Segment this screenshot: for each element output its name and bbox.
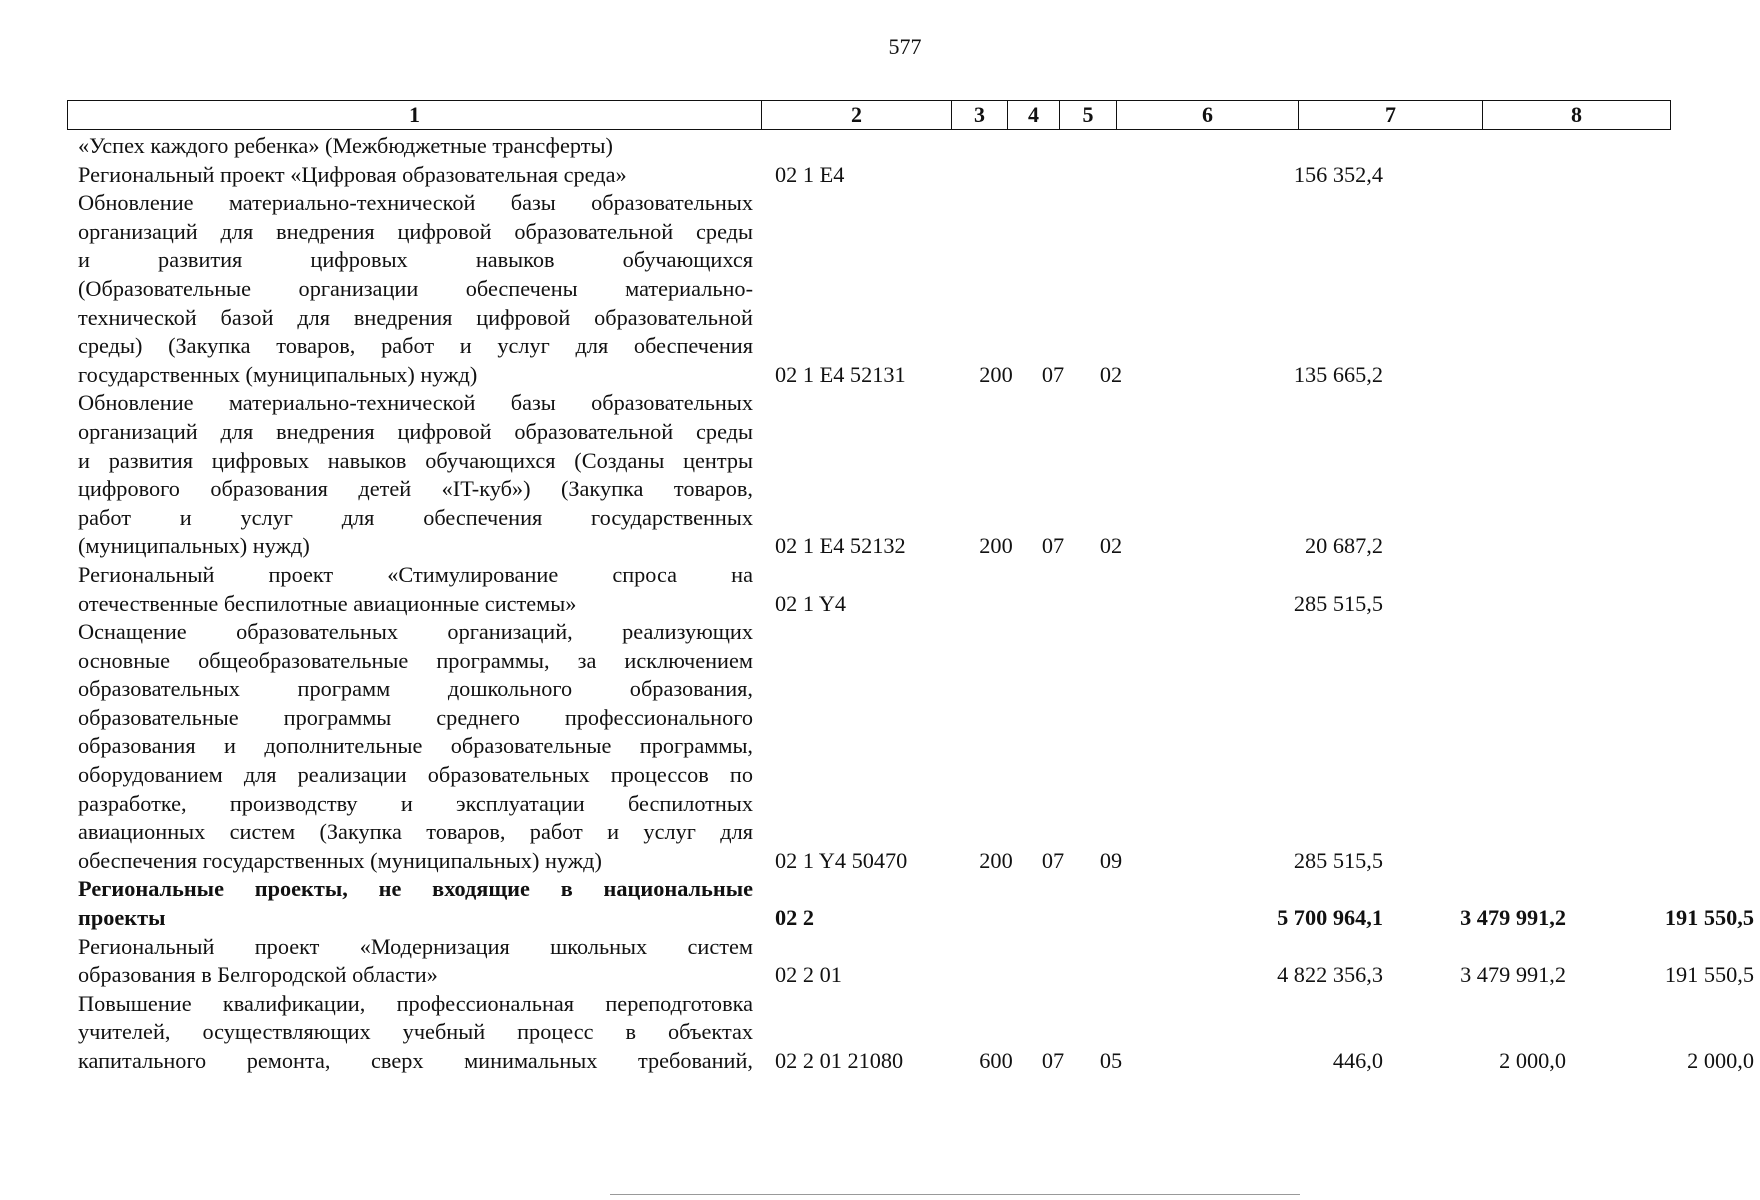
description-line: отечественные беспилотные авиационные системы»: [78, 590, 577, 616]
table-row: [78, 618, 1678, 875]
description-line: и развития цифровых навыков обучающихся: [78, 247, 753, 273]
description-line: технической базой для внедрения цифровой образовательной: [78, 304, 753, 330]
header-col-2: 2: [762, 101, 952, 130]
description-line: капитального ремонта, сверх минимальных требований,: [78, 1048, 753, 1073]
header-col-1: 1: [68, 101, 762, 130]
description-line: среды) (Закупка товаров, работ и услуг для обеспечения: [78, 333, 753, 359]
target-article-code: 02 2 01: [775, 962, 842, 988]
amount-col-7: 3 479 991,2: [1460, 905, 1566, 931]
target-article-code: 02 1 Y4 50470: [775, 847, 908, 873]
description-line: проекты: [78, 905, 166, 931]
amount-col-8: 191 550,5: [1664, 962, 1754, 988]
table-row: [78, 990, 1754, 1076]
amount-col-6: 285 515,5: [1293, 847, 1383, 873]
section: 07: [1041, 361, 1065, 387]
amount-col-7: 2 000,0: [1499, 1048, 1566, 1073]
amount-col-6: 446,0: [1332, 1048, 1383, 1073]
description-line: Повышение квалификации, профессиональная переподготовка: [78, 990, 753, 1016]
row-description: [78, 933, 753, 990]
description-line: организаций для внедрения цифровой образовательной среды: [78, 418, 753, 444]
expense-type: 200: [979, 847, 1013, 873]
amount-col-6: 4 822 356,3: [1277, 962, 1383, 988]
description-line: организаций для внедрения цифровой образовательной среды: [78, 218, 753, 244]
row-description: [78, 389, 753, 561]
budget-table-body: [78, 132, 1754, 1076]
description-line: авиационных систем (Закупка товаров, работ и услуг для: [78, 819, 753, 845]
section: 07: [1041, 533, 1065, 559]
description-line: (муниципальных) нужд): [78, 533, 310, 559]
description-line: образовательные программы среднего профессионального: [78, 704, 753, 730]
table-row: [78, 132, 1678, 161]
target-article-code: 02 2 01 21080: [775, 1048, 904, 1073]
description-line: «Успех каждого ребенка» (Межбюджетные трансферты): [78, 133, 613, 158]
row-description: [78, 990, 753, 1076]
description-line: Обновление материально-технической базы образовательных: [78, 390, 753, 416]
header-col-3: 3: [952, 101, 1008, 130]
table-row: [78, 161, 1678, 190]
description-line: основные общеобразовательные программы, за исключением: [78, 647, 753, 673]
amount-col-7: 3 479 991,2: [1460, 962, 1566, 988]
header-col-7: 7: [1299, 101, 1483, 130]
description-line: работ и услуг для обеспечения государственных: [78, 504, 753, 530]
description-line: Региональный проект «Стимулирование спроса на: [78, 561, 753, 587]
subsection: 09: [1099, 847, 1123, 873]
footer-divider: [610, 1194, 1300, 1195]
row-description: [78, 161, 753, 190]
column-header-row: [67, 100, 1671, 130]
section: 07: [1041, 1048, 1065, 1073]
table-row: [78, 189, 1678, 389]
header-col-4: 4: [1008, 101, 1060, 130]
amount-col-8: 2 000,0: [1687, 1048, 1754, 1073]
amount-col-6: 135 665,2: [1293, 361, 1383, 387]
row-description: [78, 189, 753, 389]
description-line: Региональные проекты, не входящие в национальные: [78, 876, 753, 902]
row-description: [78, 561, 753, 618]
subsection: 05: [1099, 1048, 1123, 1073]
amount-col-6: 285 515,5: [1293, 590, 1383, 616]
table-row: [78, 389, 1678, 561]
amount-col-6: 5 700 964,1: [1277, 905, 1383, 931]
table-row: [78, 561, 1678, 618]
expense-type: 600: [979, 1048, 1013, 1073]
description-line: (Образовательные организации обеспечены материально-: [78, 275, 753, 301]
target-article-code: 02 2: [775, 905, 815, 931]
description-line: образования в Белгородской области»: [78, 962, 438, 988]
description-line: государственных (муниципальных) нужд): [78, 361, 478, 387]
description-line: Оснащение образовательных организаций, реализующих: [78, 619, 753, 645]
description-line: цифрового образования детей «IT-куб») (Закупка товаров,: [78, 476, 753, 502]
row-description: [78, 875, 753, 932]
header-col-5: 5: [1060, 101, 1117, 130]
target-article-code: 02 1 Е4 52132: [775, 533, 906, 559]
target-article-code: 02 1 Y4: [775, 590, 847, 616]
description-line: учителей, осуществляющих учебный процесс в объектах: [78, 1019, 753, 1045]
description-line: и развития цифровых навыков обучающихся (Созданы центры: [78, 447, 753, 473]
expense-type: 200: [979, 361, 1013, 387]
description-line: образования и дополнительные образовательные программы,: [78, 733, 753, 759]
header-col-8: 8: [1483, 101, 1671, 130]
target-article-code: 02 1 Е4 52131: [775, 361, 906, 387]
description-line: Региональный проект «Цифровая образовательная среда»: [78, 161, 627, 187]
amount-col-8: 191 550,5: [1664, 905, 1754, 931]
table-row: [78, 875, 1754, 932]
table-row: [78, 933, 1754, 990]
amount-col-6: 20 687,2: [1304, 533, 1383, 559]
page-number: 577: [888, 34, 922, 59]
description-line: Обновление материально-технической базы образовательных: [78, 190, 753, 216]
header-col-6: 6: [1117, 101, 1299, 130]
subsection: 02: [1099, 533, 1123, 559]
description-line: Региональный проект «Модернизация школьных систем: [78, 933, 753, 959]
expense-type: 200: [979, 533, 1013, 559]
row-description: [78, 618, 753, 875]
description-line: разработке, производству и эксплуатации беспилотных: [78, 790, 753, 816]
description-line: оборудованием для реализации образовательных процессов по: [78, 762, 753, 788]
amount-col-6: 156 352,4: [1293, 161, 1383, 187]
section: 07: [1041, 847, 1065, 873]
target-article-code: 02 1 Е4: [775, 161, 845, 187]
description-line: обеспечения государственных (муниципальных) нужд): [78, 847, 602, 873]
description-line: образовательных программ дошкольного образования,: [78, 676, 753, 702]
row-description: [78, 132, 753, 161]
subsection: 02: [1099, 361, 1123, 387]
